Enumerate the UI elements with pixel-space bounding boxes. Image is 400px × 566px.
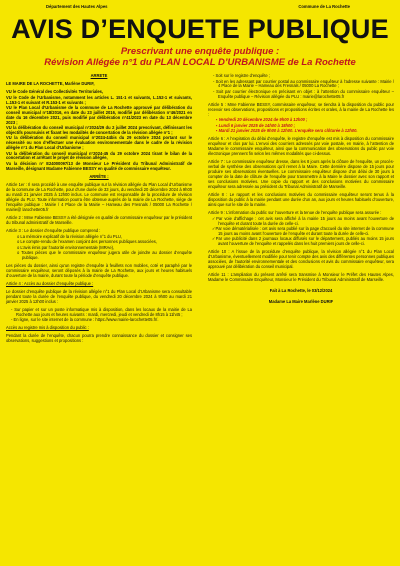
submission-list [208, 74, 394, 100]
list-item: - En ligne, sur le site internet de la commune : https://www.mairie-larochette05.fr/. [16, 318, 192, 323]
article-4: Article 4 : Accès au dossier d’enquête publique : [6, 280, 94, 286]
article-5: Article 5 : Mme Fabienne BESSY, commissaire enquêteur, se tiendra à la disposition du public pour recevoir ses observations, propositions et propositions écrites et orales, à la mairie de La Rochette les : [208, 101, 394, 117]
arrete2-heading: ARRÊTE : [89, 173, 109, 179]
subtitle-revision: Révision Allégée n°1 du PLAN LOCAL D’URBANISME de La Rochette [44, 57, 356, 68]
article-2: Article 2 : Mme Fabienne BESSY a été désignée en qualité de commissaire enquêteur par le président du tribunal administratif de Marseille. [6, 214, 192, 225]
right-column [208, 74, 394, 347]
access-title: Accès au registre mis à disposition du public : [6, 325, 89, 331]
article-10: Article 10 : A l’issue de la procédure d’enquête publique, la révision allégée n°1 du Plan Local d’Urbanisme, éventuellement modifiée pour tenir compte des avis des différentes personnes publiques associées, de l’autorité environnementale et des conclusions et avis du commissaire enquêteur, sera approuvé par délibération du conseil municipal. [208, 249, 394, 269]
list-item: o Le compte-rendu de l’examen conjoint des personnes publiques associées, [22, 240, 192, 245]
article-8: Article 8 : Le rapport et les conclusions motivées du commissaire enquêteur seront tenus à la disposition du public à la mairie pendant une durée d’un an, aux jours et heures habituels d’ouverture, ainsi que sur le site de la mairie. [208, 191, 394, 207]
article-3-list [6, 235, 192, 261]
body-columns [6, 74, 394, 347]
article-11: Article 11 : L’ampliation du présent arrêté sera transmise à Monsieur le Préfet des Hautes Alpes, Madame le Commissaire Enquêteur, Monsieur le Président du Tribunal Administratif de Marseille. [208, 272, 394, 282]
article-4-text: Le dossier d’enquête publique de la révision allégée n°1 du Plan Local d’Urbanisme sera consultable pendant toute la durée de l’enquête publique, du vendredi 20 décembre 2024 à 9h00 au mardi 21 janvier 2025 à 12h00 inclus : [6, 288, 192, 304]
article-1: Article 1er : Il sera procédé à une enquête publique sur la révision allégée du Plan Local d’Urbanisme de la commune de La Rochette, pour d’une durée de 33 jours, du vendredi 20 décembre 2024 à 9h00 au mardi 21 janvier 2025 à 12h00 inclus. Le commune est responsable de la procédure de révision allégée du PLU. Toute information pourra être obtenue auprès de la mairie de La Rochette, siège de l’enquête publique : Mairie / 4 Place de la Mairie – Hameau des Fresnals / 05000 La Rochette / mairie@ larochette05.fr [6, 181, 192, 212]
vu-1: VU le Code Général des Collectivités Territoriales, [6, 89, 104, 95]
article-3-more: Les pièces du dossier, ainsi qu’un registre d’enquête à feuillets non mobiles, coté et paraphé par le commissaire enquêteur, seront déposés à la mairie de La Rochette, aux jours et heures habituels d’ouverture de la mairie, durant toute la période d’enquête publique. [6, 262, 192, 278]
list-item: ▪ Vendredi 20 décembre 2024 de 9h00 à 12h00 ; [222, 118, 394, 123]
vu-2: VU le Code de l’Urbanisme, notamment les articles L. 151-1 et suivants, L.152-1 et suivants, L.153-1 et suivant et R.153-1 et suivants ; [6, 94, 192, 105]
list-item: - Soit par courrier électronique en précisant en objet : à l’attention du commissaire enquêteur – Enquête publique – Révision allégée du PLU : mairie@larochette05.fr [218, 90, 394, 100]
article-9-list [208, 217, 394, 248]
commune-label: Commune de La Rochette [298, 4, 350, 9]
list-item: ▪ Lundi 6 janvier 2025 de 14h00 à 18h00 ; [222, 124, 394, 129]
vu-7: Vu la décision n° E24000097/13 de Monsieur Le Président du Tribunal Administratif de Marseille, désignant Madame Fabienne BESSY en qualité de commissaire enquêteur. [6, 160, 192, 171]
article-4-list [6, 308, 192, 323]
header [6, 4, 394, 9]
article-9: Article 9 : L’information du public sur l’ouverture et la tenue de l’enquête publique sera assurée : [208, 209, 382, 215]
list-item: - Soit en les adressant par courrier postal au commissaire enquêteur à l’adresse suivante : Mairie / 4 Place de la Mairie – Hameau des Fresnals / 05000 La Rochette ; [218, 80, 394, 90]
vu-4: VU la délibération du conseil municipal n°2024/29 du 2 juillet 2024 prescrivant, définissant les objectifs poursuivis et fixant les modalités de concertation de la révision allégée n°1 ; [6, 125, 192, 135]
list-item: ✓ Par voie dématérialisée : cet avis sera publié sur la page d’accueil du site internet de la commune 15 jours au moins avant l’ouverture de l’enquête et durant toute la durée de celle-ci. [218, 227, 394, 237]
article-7: Article 7 : Le commissaire enquêteur dresse, dans les 8 jours après la clôture de l’enquête, un procès-verbal de synthèse des observations qu’il remet à la Maire. Cette dernière dispose de 15 jours pour produire ses observations éventuelles. Le commissaire enquêteur dispose d’un délai de 30 jours à compter de la date de clôture de l’enquête pour transmettre à la Maire le dossier avec son rapport et ses conclusions motivées. Une copie du rapport et des conclusions motivées du commissaire enquêteur sera adressée au président du Tribunal Administratif de Marseille. [208, 159, 394, 189]
list-item: ▪ Mardi 21 janvier 2025 de 9h00 à 12h00. L’enquête sera clôturée à 12h00. [222, 129, 394, 134]
list-item: o La mémoire explicatif de la révision allégée n°1 du PLU, [22, 235, 192, 240]
page-title: AVIS D’ENQUETE PUBLIQUE [11, 14, 389, 44]
article-3: Article 3 : Le dossier d’enquête publique comprend : [6, 227, 101, 233]
subtitle-prescription: Prescrivant une enquête publique : [120, 46, 280, 57]
list-item: o Toutes pièces que le commissaire enquêteur jugera utile de joindre au dossier d’enquête publique. [22, 251, 192, 261]
arrete-heading: ARRETE [90, 73, 108, 78]
vu-3: VU le Plan Local d’Urbanisme de la commune de La Rochette approuvé par délibération du conseil municipal n°18/2016, en date du 23 juillet 2016, modifié par délibération n°46/2021 en date du 16 décembre 2021, puis modifié par délibération n°41/2023 en date du 13 décembre 2023 ; [6, 104, 192, 125]
vu-6: VU la délibération du conseil municipal n°2024-45 du 29 octobre 2024 tirant le bilan de la concertation et arrêtant le projet de révision allégée, [6, 150, 192, 161]
list-item: ✓ Par une publicité dans 2 journaux locaux diffusés sur le département, publiés au moins 15 jours avant l’ouverture de l’enquête et rappelés dans les huit premiers jours de celle-ci. [218, 237, 394, 247]
mayor-line: LE MAIRE DE LA ROCHETTE, Marlène DURIF, [6, 81, 95, 87]
list-item: ✓ Par voie d’affichage : cet avis sera affiché à la mairie 15 jours au moins avant l’ouverture de l’enquête et durant toute la durée de celle-ci. [218, 217, 394, 227]
signature-name: Madame La Maire Marlène DURIF [268, 299, 334, 305]
left-column [6, 74, 192, 347]
list-item: o L’avis émis par l’autorité environnementale (MRAe), [22, 246, 192, 251]
article-5-dates [208, 118, 394, 134]
signature-place-date: Fait à La Rochette, le 03/12/2024 [269, 288, 333, 294]
department-label: Département des Hautes Alpes [46, 4, 108, 9]
access-text: Pendant la durée de l’enquête, chacun pourra prendre connaissance du dossier et consigner ses observations, suggestions et propositions : [6, 333, 192, 344]
article-6: Article 6 : A l’expiration du délai d’enquête, le registre d’enquête est mis à disposition du commissaire enquêteur et clos par lui. L’envoi des courriers adressés par voie postale, en mairie, à l’attention de Madame le commissaire enquêteur, ainsi que la communication des observations du public par voie électronique prennent fin selon les mêmes modalités que ci-dessus. [208, 136, 394, 157]
vu-5: VU la délibération du conseil municipal n°2024-44bis du 29 octobre 2024 portant sur le nécessité ou non d’effectuer une évaluation environnementale dans le cadre de la révision allégée n°1 du Plan Local d’Urbanisme ; [6, 135, 192, 151]
list-item: - Soit sur le registre d’enquête ; [218, 74, 394, 79]
list-item: - Sur papier et sur un poste informatique mis à disposition, dans les locaux de la mairie de La Rochette aux jours et heures suivants : mardi, mercredi, jeudi et vendredi de 8h15 à 11h45 ; [16, 308, 192, 318]
